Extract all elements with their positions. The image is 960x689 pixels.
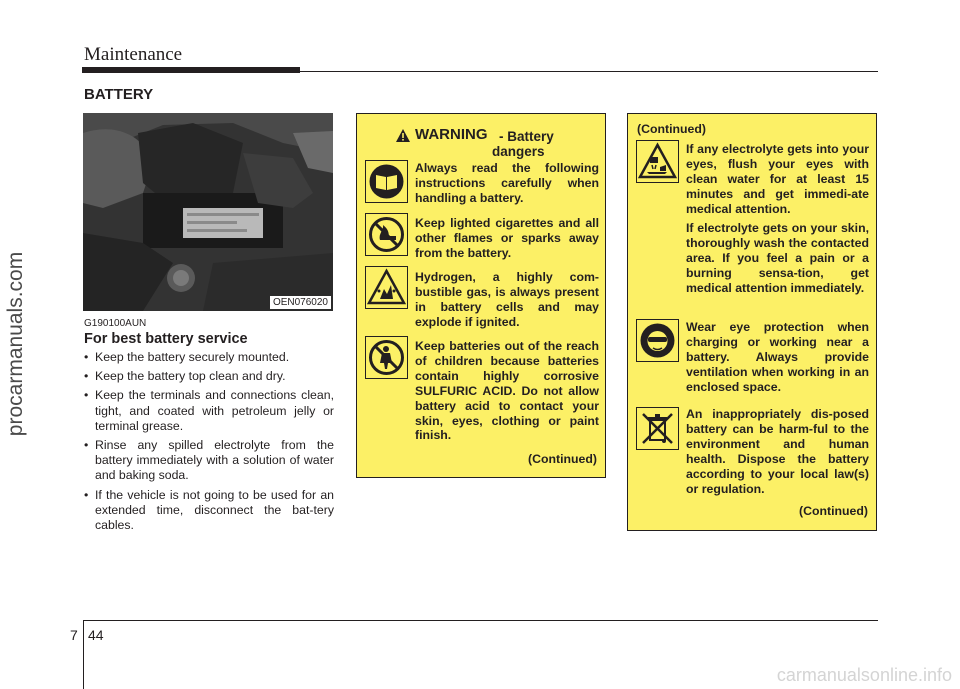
- continued-header: (Continued): [637, 122, 706, 136]
- warning-subtitle: - Battery: [499, 129, 554, 144]
- warning-item-text: Always read the following instructions carefully when handling a battery.: [415, 161, 599, 205]
- warning-item-text: Hydrogen, a highly com-bustible gas, is always present in battery cells and may explode if ignited.: [415, 270, 599, 329]
- warning-continued: (Continued): [528, 452, 597, 466]
- no-trash-bin-icon: [636, 407, 679, 450]
- warning-subtitle-2: dangers: [492, 144, 545, 159]
- photo-code: OEN076020: [270, 296, 331, 309]
- engine-bay-photo: [83, 113, 333, 311]
- keep-children-away-icon: [365, 336, 408, 379]
- no-smoking-flame-icon: [365, 213, 408, 256]
- list-item: • If the vehicle is not going to be used for an extended time, disconnect the bat-tery cables.: [84, 488, 334, 534]
- list-item: • Keep the terminals and connections clean, tight, and coated with petroleum jelly or terminal grease.: [84, 388, 334, 434]
- list-item: • Keep the battery securely mounted.: [84, 350, 334, 365]
- continued-item-text: An inappropriately dis-posed battery can be harm-ful to the environment and human health. Dispose the battery according to your local law(s) or regulation.: [686, 407, 869, 496]
- continued-tail: (Continued): [799, 504, 868, 518]
- footer-vertical-rule: [83, 620, 84, 689]
- page-number: 44: [88, 627, 104, 643]
- watermark-bottom: carmanualsonline.info: [776, 665, 952, 685]
- warning-word: WARNING: [415, 126, 488, 143]
- section-code: G190100AUN: [84, 318, 147, 329]
- continued-item-text: If any electrolyte gets into your eyes, flush your eyes with clean water for at least 15 minutes and get immedi-ate medical attention.: [686, 142, 869, 216]
- left-subtitle: For best battery service: [84, 331, 248, 347]
- footer-horizontal-rule: [83, 620, 878, 621]
- list-item: • Rinse any spilled electrolyte from the battery immediately with a solution of water and baking soda.: [84, 438, 334, 484]
- warning-item-text: Keep lighted cigarettes and all other flames or sparks away from the battery.: [415, 216, 599, 260]
- warning-box: [356, 113, 606, 478]
- continued-item-text: If electrolyte gets on your skin, thoroughly wash the contacted area. If you feel a pain or a burning sensa-tion, get medical attention immediately.: [686, 221, 869, 295]
- list-item: • Keep the battery top clean and dry.: [84, 369, 334, 384]
- header-rule: [300, 71, 878, 72]
- continued-item-text: Wear eye protection when charging or working near a battery. Always provide ventilation when working in an enclosed space.: [686, 320, 869, 394]
- header-title: Maintenance: [84, 44, 183, 65]
- engine-bay-illustration: [83, 113, 333, 311]
- chapter-number: 7: [70, 627, 78, 643]
- explosion-icon: [365, 266, 408, 309]
- battery-service-list: [84, 350, 334, 537]
- warning-item-text: Keep batteries out of the reach of children because batteries contain highly corrosive SULFURIC ACID. Do not allow battery acid to contact your skin, eyes, clothing or paint finish.: [415, 339, 599, 443]
- eye-protection-icon: [636, 319, 679, 362]
- manual-book-icon: [365, 160, 408, 203]
- acid-burn-icon: [636, 140, 679, 183]
- warning-triangle-icon: [395, 128, 411, 143]
- header-bar: [82, 67, 300, 73]
- continued-box: [627, 113, 877, 531]
- watermark-left: procarmanuals.com: [4, 251, 27, 437]
- section-title: BATTERY: [84, 86, 154, 103]
